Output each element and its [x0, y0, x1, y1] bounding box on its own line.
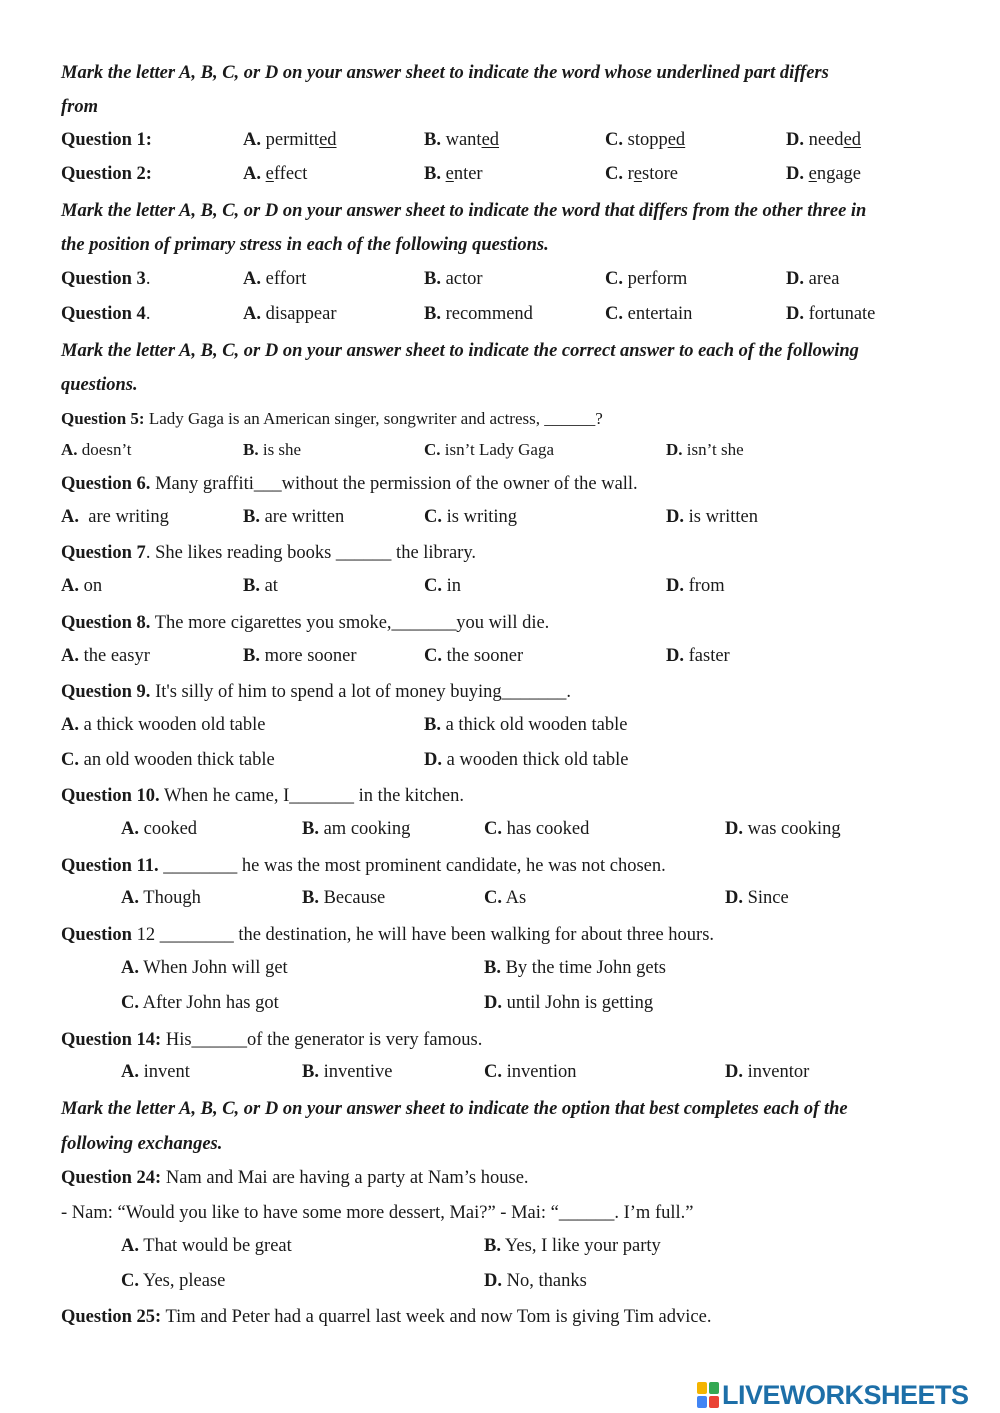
option-c[interactable]: C. After John has got — [121, 993, 279, 1013]
option-b[interactable]: B. at — [243, 576, 278, 596]
option-a[interactable]: A. effect — [243, 164, 308, 184]
logo-icon — [697, 1382, 719, 1408]
option-c[interactable]: C. perform — [605, 269, 688, 289]
question-label: Question 4 — [61, 304, 146, 324]
option-c[interactable]: C. is writing — [424, 507, 518, 527]
question-label: Question 1: — [61, 130, 152, 150]
option-c[interactable]: C. the sooner — [424, 646, 524, 666]
question-stem: Question 8. The more cigarettes you smoke,_______you will die. — [61, 613, 550, 633]
option-d[interactable]: D. engage — [786, 164, 862, 184]
option-d[interactable]: D. a wooden thick old table — [424, 750, 629, 770]
option-c[interactable]: C. restore — [605, 164, 678, 184]
option-a[interactable]: A. effort — [243, 269, 307, 289]
option-b[interactable]: B. a thick old wooden table — [424, 715, 628, 735]
option-c[interactable]: C. stopped — [605, 130, 686, 150]
option-a[interactable]: A. doesn’t — [61, 440, 132, 459]
instruction-correct-line2: questions. — [61, 375, 138, 395]
question-stem: Question 7. She likes reading books ______ the library. — [61, 543, 477, 563]
option-b[interactable]: B. is she — [243, 440, 302, 459]
option-a[interactable]: A. Though — [121, 888, 201, 908]
instruction-stress-line1: Mark the letter A, B, C, or D on your answer sheet to indicate the word that differs from the other three in — [61, 201, 867, 221]
logo-square-4 — [709, 1396, 719, 1408]
instruction-exchange-line2: following exchanges. — [61, 1134, 223, 1154]
instruction-correct-line1: Mark the letter A, B, C, or D on your answer sheet to indicate the correct answer to each of the following — [61, 341, 859, 361]
instruction-pronunciation-line2: from — [61, 97, 98, 117]
question-label: Question 2: — [61, 164, 152, 184]
question-label: Question 3 — [61, 269, 146, 289]
option-b[interactable]: B. Because — [302, 888, 386, 908]
option-d[interactable]: D. No, thanks — [484, 1271, 587, 1291]
option-b[interactable]: B. enter — [424, 164, 483, 184]
instruction-pronunciation-line1: Mark the letter A, B, C, or D on your answer sheet to indicate the word whose underlined part differs — [61, 63, 829, 83]
option-c[interactable]: C. an old wooden thick table — [61, 750, 275, 770]
option-a[interactable]: A. are writing — [61, 507, 169, 527]
option-d[interactable]: D. until John is getting — [484, 993, 654, 1013]
question-stem: Question 11. ________ he was the most prominent candidate, he was not chosen. — [61, 856, 666, 876]
option-c[interactable]: C. entertain — [605, 304, 693, 324]
option-c[interactable]: C. has cooked — [484, 819, 590, 839]
option-d[interactable]: D. faster — [666, 646, 730, 666]
option-a[interactable]: A. cooked — [121, 819, 198, 839]
option-d[interactable]: D. needed — [786, 130, 862, 150]
option-b[interactable]: B. wanted — [424, 130, 500, 150]
option-b[interactable]: B. By the time John gets — [484, 958, 666, 978]
option-a[interactable]: A. That would be great — [121, 1236, 292, 1256]
logo-square-1 — [697, 1382, 707, 1394]
question-stem: Question 24: Nam and Mai are having a party at Nam’s house. — [61, 1168, 529, 1188]
liveworksheets-logo — [697, 1378, 969, 1412]
option-a[interactable]: A. a thick wooden old table — [61, 715, 266, 735]
option-c[interactable]: C. in — [424, 576, 462, 596]
instruction-stress-line2: the position of primary stress in each of the following questions. — [61, 235, 549, 255]
question-stem: Question 10. When he came, I_______ in the kitchen. — [61, 786, 464, 806]
logo-square-2 — [709, 1382, 719, 1394]
option-d[interactable]: D. Since — [725, 888, 789, 908]
option-d[interactable]: D. fortunate — [786, 304, 876, 324]
option-a[interactable]: A. disappear — [243, 304, 337, 324]
option-a[interactable]: A. When John will get — [121, 958, 288, 978]
option-c[interactable]: C. isn’t Lady Gaga — [424, 440, 554, 459]
question-stem: Question 9. It's silly of him to spend a lot of money buying_______. — [61, 682, 572, 702]
instruction-exchange-line1: Mark the letter A, B, C, or D on your answer sheet to indicate the option that best completes each of the — [61, 1099, 848, 1119]
option-b[interactable]: B. are written — [243, 507, 345, 527]
option-d[interactable]: D. isn’t she — [666, 440, 744, 459]
option-d[interactable]: D. inventor — [725, 1062, 810, 1082]
option-d[interactable]: D. area — [786, 269, 840, 289]
option-c[interactable]: C. Yes, please — [121, 1271, 226, 1291]
option-b[interactable]: B. recommend — [424, 304, 533, 324]
question-stem: Question 12 ________ the destination, he will have been walking for about three hours. — [61, 925, 715, 945]
logo-square-3 — [697, 1396, 707, 1408]
option-a[interactable]: A. invent — [121, 1062, 190, 1082]
option-d[interactable]: D. from — [666, 576, 725, 596]
option-b[interactable]: B. actor — [424, 269, 483, 289]
question-stem: Question 25: Tim and Peter had a quarrel last week and now Tom is giving Tim advice. — [61, 1307, 712, 1327]
logo-text: LIVEWORKSHEETS — [722, 1379, 969, 1410]
option-a[interactable]: A. on — [61, 576, 103, 596]
question-stem: Question 14: His______of the generator is very famous. — [61, 1030, 483, 1050]
option-b[interactable]: B. inventive — [302, 1062, 393, 1082]
option-b[interactable]: B. Yes, I like your party — [484, 1236, 661, 1256]
option-a[interactable]: A. the easyr — [61, 646, 150, 666]
question-dialogue: - Nam: “Would you like to have some more dessert, Mai?” - Mai: “______. I’m full.” — [61, 1203, 694, 1223]
option-b[interactable]: B. am cooking — [302, 819, 411, 839]
option-d[interactable]: D. is written — [666, 507, 758, 527]
option-d[interactable]: D. was cooking — [725, 819, 841, 839]
option-a[interactable]: A. permitted — [243, 130, 337, 150]
option-c[interactable]: C. As — [484, 888, 527, 908]
question-stem: Question 6. Many graffiti___without the permission of the owner of the wall. — [61, 474, 638, 494]
question-stem: Question 5: Lady Gaga is an American singer, songwriter and actress, ______? — [61, 409, 603, 428]
option-b[interactable]: B. more sooner — [243, 646, 357, 666]
option-c[interactable]: C. invention — [484, 1062, 577, 1082]
